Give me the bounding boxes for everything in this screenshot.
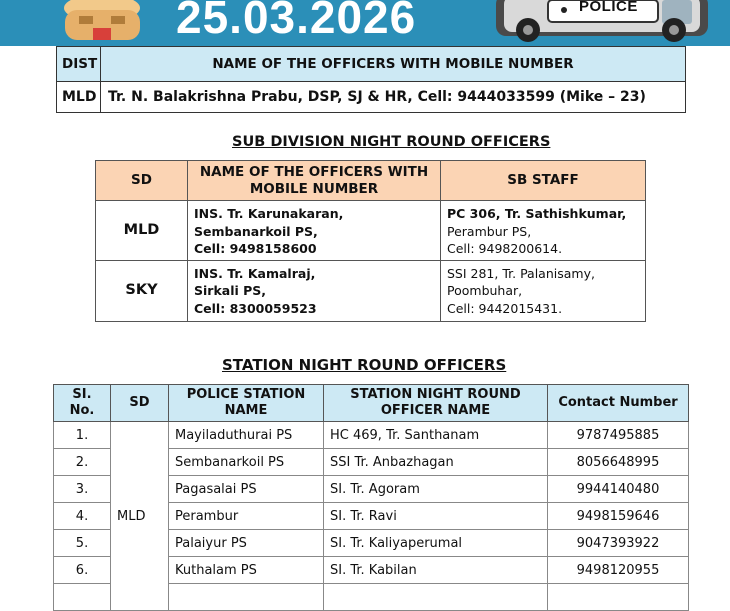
officer-name: SSI Tr. Anbazhagan	[324, 449, 548, 476]
contact-number: 9047393922	[548, 530, 689, 557]
station-name: Sembanarkoil PS	[169, 449, 324, 476]
table-row	[96, 201, 646, 261]
station-table	[53, 384, 689, 611]
header-officer: NAME OF THE OFFICERS WITH MOBILE NUMBER	[101, 47, 686, 82]
table-header-row	[54, 385, 689, 422]
station-name: Kuthalam PS	[169, 557, 324, 584]
staff-cell	[441, 201, 646, 261]
sl-no: 3.	[54, 476, 111, 503]
staff-line: SSI 281, Tr. Palanisamy,	[447, 265, 595, 281]
officer-cell	[188, 201, 441, 261]
police-officer-illustration	[55, 0, 150, 40]
table-row	[54, 422, 689, 449]
station-heading: STATION NIGHT ROUND OFFICERS	[222, 356, 507, 374]
sd-group: MLD	[111, 422, 169, 611]
officer-name: SI. Tr. Kabilan	[324, 557, 548, 584]
sl-no: 2.	[54, 449, 111, 476]
officer-cell	[188, 260, 441, 321]
contact-number: 9498159646	[548, 503, 689, 530]
sl-no: 4.	[54, 503, 111, 530]
header-officer-line: STATION NIGHT ROUND	[350, 387, 521, 402]
header-sb-staff: SB STAFF	[441, 161, 646, 201]
report-date: 25.03.2026	[176, 0, 417, 43]
header-contact: Contact Number	[548, 385, 689, 422]
staff-line: Cell: 9442015431.	[447, 300, 563, 316]
table-row	[57, 82, 686, 113]
header-ps-line: NAME	[224, 403, 268, 418]
header-sl-line: No.	[69, 403, 95, 418]
contact-number: 9787495885	[548, 422, 689, 449]
header-dist: DIST	[57, 47, 101, 82]
contact-number: 9944140480	[548, 476, 689, 503]
station-name: Perambur	[169, 503, 324, 530]
sub-division-heading: SUB DIVISION NIGHT ROUND OFFICERS	[232, 134, 551, 150]
station-name: Pagasalai PS	[169, 476, 324, 503]
police-label: POLICE	[579, 0, 638, 15]
table-row	[96, 260, 646, 321]
officer-name: SI. Tr. Ravi	[324, 503, 548, 530]
sd-value: SKY	[96, 260, 188, 321]
district-officer-value: Tr. N. Balakrishna Prabu, DSP, SJ & HR, Cell: 9444033599 (Mike – 23)	[101, 82, 686, 113]
officer-line: Cell: 8300059523	[194, 300, 317, 316]
header-banner	[0, 0, 730, 46]
header-sl-line: SI.	[72, 387, 92, 402]
contact-number: 8056648995	[548, 449, 689, 476]
officer-line: INS. Tr. Kamalraj,	[194, 265, 316, 281]
header-officer	[324, 385, 548, 422]
header-sd: SD	[96, 161, 188, 201]
officer-line: Sembanarkoil PS,	[194, 223, 318, 239]
staff-cell	[441, 260, 646, 321]
officer-line: Sirkali PS,	[194, 283, 267, 298]
officer-name: SI. Tr. Kaliyaperumal	[324, 530, 548, 557]
header-officer-line: OFFICER NAME	[380, 403, 491, 418]
sd-value: MLD	[96, 201, 188, 261]
staff-line: Perambur PS,	[447, 223, 532, 239]
sub-division-table	[95, 160, 646, 322]
sl-no: 6.	[54, 557, 111, 584]
sl-no: 5.	[54, 530, 111, 557]
staff-line: Cell: 9498200614.	[447, 241, 563, 256]
header-ps-line: POLICE STATION	[186, 387, 306, 402]
header-officer: NAME OF THE OFFICERS WITH MOBILE NUMBER	[188, 161, 441, 201]
table-header-row	[96, 161, 646, 201]
district-officer-table	[56, 46, 686, 113]
contact-number: 9498120955	[548, 557, 689, 584]
table-header-row	[57, 47, 686, 82]
station-name: Palaiyur PS	[169, 530, 324, 557]
station-name: Mayiladuthurai PS	[169, 422, 324, 449]
officer-name: SI. Tr. Agoram	[324, 476, 548, 503]
officer-line: INS. Tr. Karunakaran,	[194, 206, 344, 221]
header-sd: SD	[111, 385, 169, 422]
dist-value: MLD	[57, 82, 101, 113]
header-police-station	[169, 385, 324, 422]
staff-line: Poombuhar,	[447, 283, 523, 298]
officer-line: Cell: 9498158600	[194, 241, 317, 256]
sl-no: 1.	[54, 422, 111, 449]
officer-name: HC 469, Tr. Santhanam	[324, 422, 548, 449]
header-sl-no	[54, 385, 111, 422]
staff-line: PC 306, Tr. Sathishkumar,	[447, 206, 627, 221]
